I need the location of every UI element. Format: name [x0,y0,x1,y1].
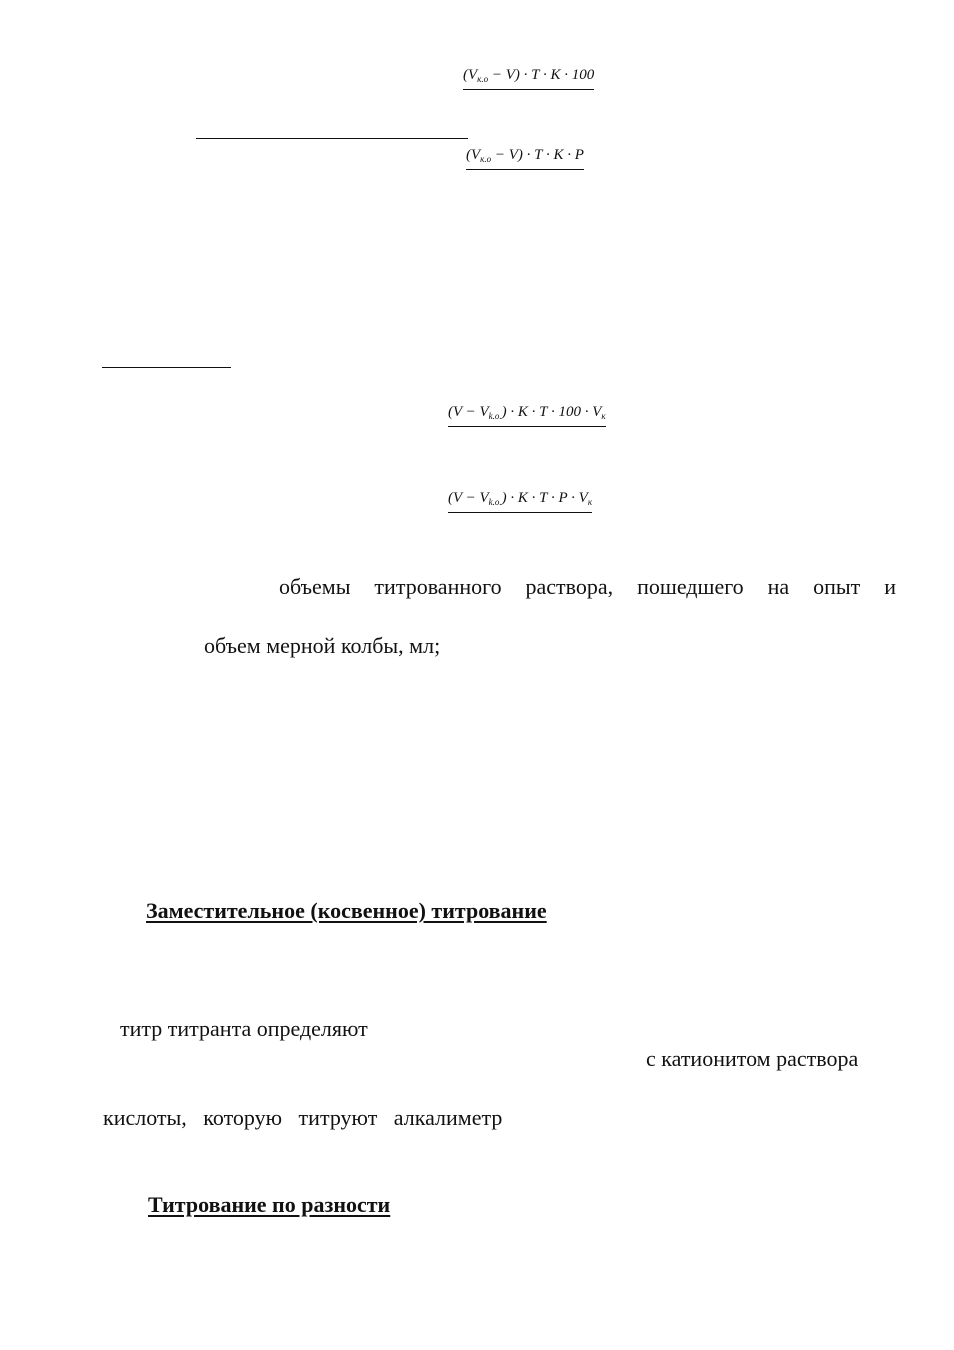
acid-text: кислоты, которую титруют алкалиметр [103,1105,503,1130]
fraction-line-2 [102,367,231,368]
formula-3: $(V - V_{k.o.}) \cdot K \cdot T \cdot 100 \cdot V_к$ [448,403,606,427]
volumes-text: объемы титрованного раствора, пошедшего на опыт и [279,574,896,599]
formula-4: $(V - V_{k.o.}) \cdot K \cdot T \cdot P \cdot V_к$ [448,489,592,513]
heading-substitution-titration: Заместительное (косвенное) титрование [146,898,547,923]
flask-text: объем мерной колбы, мл; [204,633,441,658]
formula-2: $(V_{к.о} - V) \cdot T \cdot K \cdot P$ [466,146,584,170]
cation-text: с катионитом раствора [646,1046,859,1071]
titer-text: титр титранта определяют [120,1016,368,1041]
formula-1: $(V_{к.о} - V) \cdot T \cdot K \cdot 100$ [463,66,594,90]
fraction-line-1 [196,138,468,139]
heading-difference-titration: Титрование по разности [148,1192,391,1217]
